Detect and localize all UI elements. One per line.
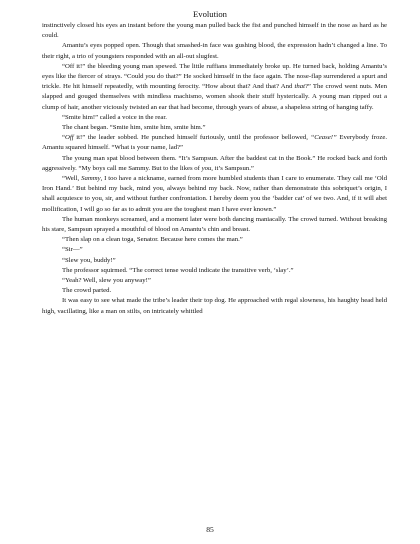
text-run: , I too have a nickname, earned from more humbled students than I care to enumerate. They call me ‘Old Iron Hand.’ But behind my back, mind you, always behind my back. Now, rather than demonstrate this sobriquet’s origin, I shall acquiesce to you, sir, and without further confrontation. I hereby deem you the ‘badder cat’ of we two. And, if it will abet mollification, I will go so far as to admit you are the toughest man I have ever known.” [42, 175, 387, 213]
paragraph [42, 154, 387, 174]
text-run: it’s Sampsun.” [213, 164, 254, 172]
text-run: “Then slap on a clean toga, Senator. Because here comes the man.” [62, 236, 243, 244]
italic-text: you [145, 73, 156, 81]
paragraph [42, 266, 387, 276]
paragraph [42, 296, 387, 316]
text-run: It was easy to see what made the tribe’s leader their top dog. He approached with regal slowness, his haughty head held high, vacillating, like a man on stilts, on intricately whittled [42, 297, 387, 315]
text-run: The young man spat blood between them. “It’s Sampsun. After the baddest cat in the Book.” He rocked back and forth aggressively. “My boys call me Sammy. But to the likes of [42, 154, 387, 172]
text-run: “Sir—” [62, 246, 83, 254]
italic-text: that [294, 83, 305, 91]
italic-text: you, [201, 164, 213, 172]
paragraph [42, 123, 387, 133]
paragraph [42, 235, 387, 245]
text-run: “ [62, 134, 65, 142]
text-run: Everybody froze. Amantu squared himself. “What is your name, lad?” [42, 134, 388, 152]
text-run: “Smite him!” called a voice in the rear. [62, 113, 167, 121]
text-run: The human monkeys screamed, and a moment later were both dancing maniacally. The crowd turned. Without breaking his stare, Sampsun sprayed a mouthful of blood on Amantu’s chin and breast. [42, 215, 387, 234]
paragraph [42, 276, 387, 286]
paragraph [42, 215, 387, 235]
text-run: instinctively closed his eyes an instant before the young man pulled back the fist and punched himself in the nose as hard as he could. [42, 22, 387, 40]
italic-text: Sammy [81, 175, 101, 183]
text-run: do that?” He socked himself in the face again. The nose-flap surrendered a spurt and trickle. He hit himself repeatedly, with mounting ferocity. “How about that? And that? And [42, 73, 387, 91]
text-run: “Off it!” the bleeding young man spewed. The little ruffians immediately broke up. He turned back, holding Amantu’s eyes like the fiercer of strays. “Could [42, 62, 387, 81]
paragraph [42, 256, 387, 266]
text-run: “Well, [62, 175, 82, 183]
paragraph [42, 41, 387, 61]
text-run: The professor squirmed. “The correct tense would indicate the transitive verb, ‘slay’.” [62, 266, 294, 274]
paragraph [42, 21, 387, 41]
text-run: it!” the leader sobbed. He punched himself furiously, until the professor bellowed, [73, 134, 311, 142]
paragraph [42, 62, 387, 113]
page-number: 85 [206, 525, 214, 534]
text-run: The chant began. “Smite him, smite him, smite him.” [62, 124, 206, 132]
paragraph [42, 113, 387, 123]
text-run: “Yeah? Well, slew you anyway!” [62, 277, 151, 285]
italic-text: Off [65, 134, 74, 142]
body-text [42, 21, 387, 317]
italic-text: “Cease!” [310, 134, 337, 142]
text-run: The crowd parted. [62, 287, 112, 295]
paragraph [42, 174, 387, 215]
text-run: Amantu’s eyes popped open. Though that smashed-in face was gushing blood, the expression hadn’t changed a line. To their right, a trio of youngsters responded with an all-out slugfest. [42, 42, 387, 60]
text-run: ?” The crowd went nuts. Men slapped and gouged themselves with mindless machismo, women shook their stuff hysterically. A young man ripped out a clump of hair, another viciously twisted an ear that had become, through years of abuse, a shapeless string of hanging taffy. [42, 83, 387, 111]
text-run: “Slew you, buddy!” [62, 256, 116, 264]
paragraph [42, 245, 387, 255]
paragraph [42, 286, 387, 296]
running-head-title: Evolution [193, 9, 227, 19]
paragraph [42, 133, 387, 153]
